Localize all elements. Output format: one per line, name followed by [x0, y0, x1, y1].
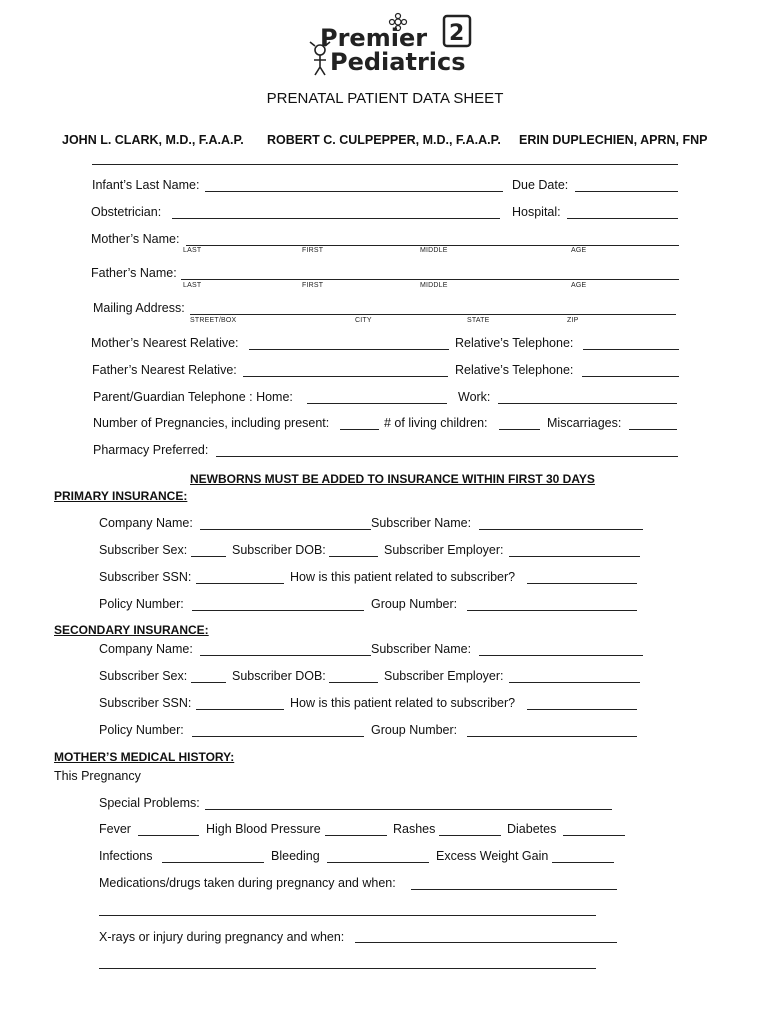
primary-policy-field[interactable]: [192, 610, 364, 611]
bleeding-label: Bleeding: [271, 849, 320, 863]
pharmacy-label: Pharmacy Preferred:: [93, 443, 209, 457]
weight-gain-label: Excess Weight Gain: [436, 849, 549, 863]
rashes-field[interactable]: [439, 835, 501, 836]
primary-relation-field[interactable]: [527, 583, 637, 584]
pregnancies-field[interactable]: [340, 429, 379, 430]
relatives-telephone-field[interactable]: [583, 349, 679, 350]
obstetrician-field[interactable]: [172, 218, 500, 219]
secondary-sex-label: Subscriber Sex:: [99, 669, 188, 683]
mothers-name-label: Mother’s Name:: [91, 232, 180, 246]
xrays-label: X-rays or injury during pregnancy and when:: [99, 930, 345, 944]
secondary-subscriber-name-field[interactable]: [479, 655, 643, 656]
address-sub-street: STREET/BOX: [190, 317, 237, 324]
hbp-label: High Blood Pressure: [206, 822, 321, 836]
logo-badge-number: 2: [449, 21, 465, 46]
due-date-field[interactable]: [575, 191, 678, 192]
bleeding-field[interactable]: [327, 862, 429, 863]
secondary-dob-field[interactable]: [329, 682, 378, 683]
mailing-address-label: Mailing Address:: [93, 301, 185, 315]
living-children-field[interactable]: [499, 429, 540, 430]
relatives-telephone-2-label: Relative’s Telephone:: [455, 363, 574, 377]
miscarriages-label: Miscarriages:: [547, 416, 622, 430]
fever-field[interactable]: [138, 835, 199, 836]
address-sub-zip: ZIP: [567, 317, 579, 324]
secondary-sex-field[interactable]: [191, 682, 226, 683]
secondary-company-field[interactable]: [200, 655, 371, 656]
doctor-1: JOHN L. CLARK, M.D., F.A.A.P.: [62, 133, 244, 147]
diabetes-field[interactable]: [563, 835, 625, 836]
premier-pediatrics-logo: [306, 2, 476, 80]
pregnancies-label: Number of Pregnancies, including present:: [93, 416, 330, 430]
primary-dob-label: Subscriber DOB:: [232, 543, 326, 557]
secondary-relation-field[interactable]: [527, 709, 637, 710]
primary-relation-label: How is this patient related to subscriber?: [290, 570, 516, 584]
mothers-name-sub-age: AGE: [571, 247, 587, 254]
hbp-field[interactable]: [325, 835, 387, 836]
work-phone-field[interactable]: [498, 403, 677, 404]
primary-group-field[interactable]: [467, 610, 637, 611]
fathers-name-field[interactable]: [181, 279, 679, 280]
primary-sex-field[interactable]: [191, 556, 226, 557]
xrays-field[interactable]: [355, 942, 617, 943]
fathers-name-label: Father’s Name:: [91, 266, 177, 280]
doctor-3: ERIN DUPLECHIEN, APRN, FNP: [519, 133, 708, 147]
primary-subscriber-name-field[interactable]: [479, 529, 643, 530]
primary-sex-label: Subscriber Sex:: [99, 543, 188, 557]
primary-ssn-label: Subscriber SSN:: [99, 570, 192, 584]
infant-name-field[interactable]: [205, 191, 503, 192]
fathers-relative-field[interactable]: [243, 376, 448, 377]
fathers-name-sub-last: LAST: [183, 282, 202, 289]
logo-line-1: Premier: [320, 24, 428, 52]
primary-dob-field[interactable]: [329, 556, 378, 557]
logo-line-2: Pediatrics: [330, 48, 466, 76]
rashes-label: Rashes: [393, 822, 436, 836]
fathers-name-sub-age: AGE: [571, 282, 587, 289]
primary-company-field[interactable]: [200, 529, 371, 530]
hospital-label: Hospital:: [512, 205, 561, 219]
mothers-name-field[interactable]: [186, 245, 679, 246]
pharmacy-field[interactable]: [216, 456, 678, 457]
relatives-telephone-label: Relative’s Telephone:: [455, 336, 574, 350]
mothers-name-sub-middle: MIDDLE: [420, 247, 448, 254]
mailing-address-field[interactable]: [190, 314, 676, 315]
guardian-phone-label: Parent/Guardian Telephone : Home:: [93, 390, 293, 404]
secondary-ssn-field[interactable]: [196, 709, 284, 710]
fathers-name-sub-middle: MIDDLE: [420, 282, 448, 289]
xrays-field-line-2[interactable]: [99, 968, 596, 969]
secondary-policy-field[interactable]: [192, 736, 364, 737]
primary-policy-label: Policy Number:: [99, 597, 184, 611]
medications-label: Medications/drugs taken during pregnancy and when:: [99, 876, 396, 890]
fathers-name-sub-first: FIRST: [302, 282, 324, 289]
secondary-subscriber-name-label: Subscriber Name:: [371, 642, 472, 656]
work-phone-label: Work:: [458, 390, 491, 404]
diabetes-label: Diabetes: [507, 822, 557, 836]
insurance-notice: NEWBORNS MUST BE ADDED TO INSURANCE WITHIN FIRST 30 DAYS: [190, 472, 595, 486]
secondary-employer-field[interactable]: [509, 682, 640, 683]
special-problems-label: Special Problems:: [99, 796, 200, 810]
special-problems-field[interactable]: [205, 809, 612, 810]
secondary-group-field[interactable]: [467, 736, 637, 737]
header-divider: [92, 164, 678, 165]
weight-gain-field[interactable]: [552, 862, 614, 863]
infant-name-label: Infant’s Last Name:: [92, 178, 200, 192]
medications-field-line-2[interactable]: [99, 915, 596, 916]
obstetrician-label: Obstetrician:: [91, 205, 162, 219]
mothers-relative-label: Mother’s Nearest Relative:: [91, 336, 239, 350]
infections-label: Infections: [99, 849, 153, 863]
hospital-field[interactable]: [567, 218, 678, 219]
secondary-insurance-heading: SECONDARY INSURANCE:: [54, 623, 209, 637]
relatives-telephone-2-field[interactable]: [582, 376, 679, 377]
primary-subscriber-name-label: Subscriber Name:: [371, 516, 472, 530]
primary-group-label: Group Number:: [371, 597, 458, 611]
primary-ssn-field[interactable]: [196, 583, 284, 584]
due-date-label: Due Date:: [512, 178, 569, 192]
miscarriages-field[interactable]: [629, 429, 677, 430]
secondary-employer-label: Subscriber Employer:: [384, 669, 504, 683]
primary-employer-field[interactable]: [509, 556, 640, 557]
home-phone-field[interactable]: [307, 403, 447, 404]
fever-label: Fever: [99, 822, 131, 836]
mothers-relative-field[interactable]: [249, 349, 449, 350]
secondary-relation-label: How is this patient related to subscriber?: [290, 696, 516, 710]
primary-insurance-heading: PRIMARY INSURANCE:: [54, 489, 188, 503]
page-title: PRENATAL PATIENT DATA SHEET: [266, 90, 504, 107]
primary-company-label: Company Name:: [99, 516, 193, 530]
living-children-label: # of living children:: [384, 416, 488, 430]
medical-history-heading: MOTHER’S MEDICAL HISTORY:: [54, 750, 235, 764]
address-sub-state: STATE: [467, 317, 490, 324]
infections-field[interactable]: [162, 862, 264, 863]
doctor-2: ROBERT C. CULPEPPER, M.D., F.A.A.P.: [267, 133, 501, 147]
address-sub-city: CITY: [355, 317, 372, 324]
mothers-name-sub-first: FIRST: [302, 247, 324, 254]
secondary-policy-label: Policy Number:: [99, 723, 184, 737]
secondary-group-label: Group Number:: [371, 723, 458, 737]
secondary-dob-label: Subscriber DOB:: [232, 669, 326, 683]
fathers-relative-label: Father’s Nearest Relative:: [92, 363, 237, 377]
secondary-ssn-label: Subscriber SSN:: [99, 696, 192, 710]
medications-field[interactable]: [411, 889, 617, 890]
primary-employer-label: Subscriber Employer:: [384, 543, 504, 557]
mothers-name-sub-last: LAST: [183, 247, 202, 254]
this-pregnancy-label: This Pregnancy: [54, 769, 141, 783]
secondary-company-label: Company Name:: [99, 642, 193, 656]
